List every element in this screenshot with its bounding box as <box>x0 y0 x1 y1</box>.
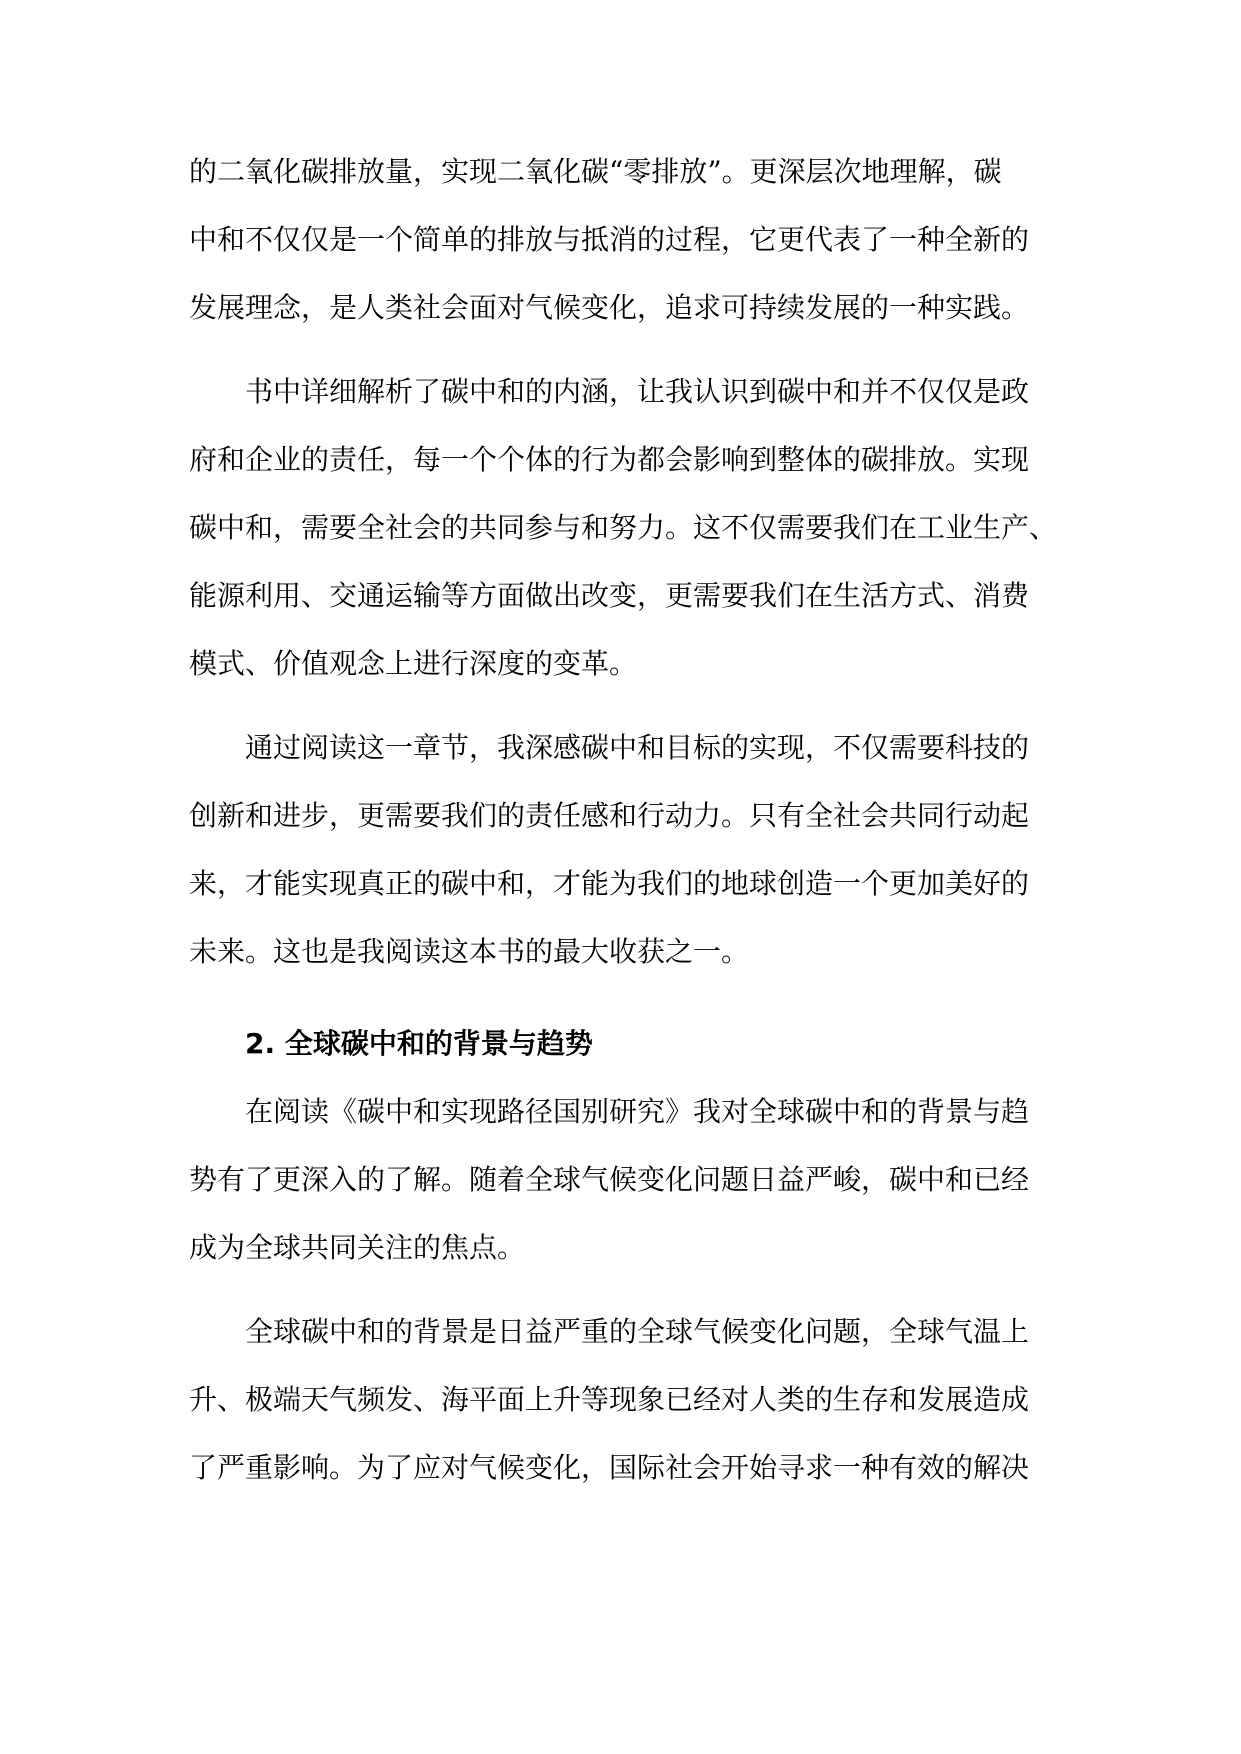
paragraph-line: 创新和进步，更需要我们的责任感和行动力。只有全社会共同行动起 <box>189 799 1030 832</box>
paragraph-line: 势有了更深入的了解。随着全球气候变化问题日益严峻，碳中和已经 <box>189 1163 1030 1196</box>
paragraph-line: 在阅读《碳中和实现路径国别研究》我对全球碳中和的背景与趋 <box>245 1095 1030 1128</box>
paragraph-line: 来，才能实现真正的碳中和，才能为我们的地球创造一个更加美好的 <box>189 867 1030 900</box>
paragraph-line: 升、极端天气频发、海平面上升等现象已经对人类的生存和发展造成 <box>189 1383 1030 1416</box>
document-body <box>189 138 1058 1502</box>
paragraph-line: 了严重影响。为了应对气候变化，国际社会开始寻求一种有效的解决 <box>189 1451 1030 1484</box>
paragraph-line: 发展理念，是人类社会面对气候变化，追求可持续发展的一种实践。 <box>189 291 1030 324</box>
paragraph-line: 府和企业的责任，每一个个体的行为都会影响到整体的碳排放。实现 <box>189 443 1030 476</box>
paragraph-line: 中和不仅仅是一个简单的排放与抵消的过程，它更代表了一种全新的 <box>189 223 1030 256</box>
paragraph-line: 的二氧化碳排放量，实现二氧化碳“零排放”。更深层次地理解，碳 <box>189 155 1002 188</box>
paragraph-line: 能源利用、交通运输等方面做出改变，更需要我们在生活方式、消费 <box>189 579 1030 612</box>
paragraph-line: 碳中和，需要全社会的共同参与和努力。这不仅需要我们在工业生产、 <box>189 511 1058 544</box>
paragraph-line: 成为全球共同关注的焦点。 <box>189 1231 526 1264</box>
paragraph-line: 书中详细解析了碳中和的内涵，让我认识到碳中和并不仅仅是政 <box>245 375 1030 408</box>
section-heading: 2. 全球碳中和的背景与趋势 <box>245 1027 593 1060</box>
paragraph <box>189 714 1055 986</box>
paragraph-line: 全球碳中和的背景是日益严重的全球气候变化问题，全球气温上 <box>245 1315 1030 1348</box>
paragraph-line: 通过阅读这一章节，我深感碳中和目标的实现，不仅需要科技的 <box>245 731 1030 764</box>
paragraph-line: 模式、价值观念上进行深度的变革。 <box>189 647 638 680</box>
paragraph-line: 未来。这也是我阅读这本书的最大收获之一。 <box>189 935 750 968</box>
paragraph <box>189 358 1058 698</box>
paragraph <box>189 1078 1055 1282</box>
paragraph <box>189 138 1055 342</box>
paragraph <box>189 1298 1055 1502</box>
